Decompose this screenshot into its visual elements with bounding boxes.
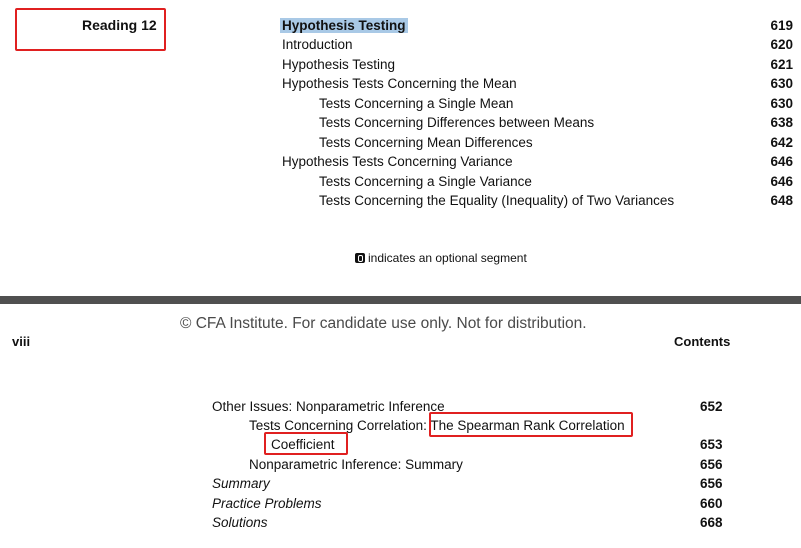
optional-segment-note (355, 251, 527, 265)
toc-page: 648 (770, 193, 793, 208)
toc-page: 660 (700, 496, 723, 511)
reading-label: Reading 12 (82, 17, 157, 33)
toc-entry[interactable]: Practice Problems (212, 496, 322, 511)
toc-entry[interactable]: Tests Concerning Differences between Means (319, 115, 595, 130)
toc-page: 620 (770, 37, 793, 52)
toc-entry[interactable]: Tests Concerning a Single Variance (319, 174, 532, 189)
toc-entry[interactable]: Other Issues: Nonparametric Inference (212, 399, 445, 414)
optional-note-text: indicates an optional segment (368, 251, 527, 265)
toc-entry[interactable]: Summary (212, 476, 270, 491)
toc-entry[interactable]: Introduction (282, 37, 353, 52)
toc-entry[interactable]: Tests Concerning Mean Differences (319, 135, 533, 150)
watermark: © CFA Institute. For candidate use only. Not for distribution. (180, 315, 587, 332)
toc-entry[interactable]: Solutions (212, 515, 268, 530)
toc-entry-text-b: The Spearman Rank Correlation (430, 418, 625, 433)
toc-entry[interactable]: Nonparametric Inference: Summary (249, 457, 463, 472)
page-divider (0, 296, 801, 304)
contents-header: Contents (674, 334, 731, 349)
toc-entry[interactable]: Hypothesis Tests Concerning the Mean (282, 76, 517, 91)
toc-entry[interactable]: Hypothesis Tests Concerning Variance (282, 154, 513, 169)
toc-entry[interactable]: Hypothesis Testing (282, 57, 396, 72)
toc-page: 656 (700, 476, 723, 491)
optional-segment-icon (355, 253, 365, 263)
toc-page: 668 (700, 515, 723, 530)
toc-page: 621 (770, 57, 793, 72)
toc-entry[interactable]: Coefficient (271, 437, 335, 452)
toc-page: 642 (770, 135, 793, 150)
toc-title-text: Hypothesis Testing (282, 18, 406, 33)
toc-page: 656 (700, 457, 723, 472)
toc-entry-text-a: Tests Concerning Correlation: (249, 418, 431, 433)
toc-page: 630 (770, 96, 793, 111)
toc-entry[interactable]: Tests Concerning the Equality (Inequality) of Two Variances (319, 193, 675, 208)
toc-page: 646 (770, 174, 793, 189)
toc-entry[interactable]: Tests Concerning a Single Mean (319, 96, 514, 111)
toc-page: 638 (770, 115, 793, 130)
toc-page: 652 (700, 399, 723, 414)
toc-page: 646 (770, 154, 793, 169)
toc-page: 619 (770, 18, 793, 33)
page-number: viii (12, 334, 31, 349)
toc-entry-title[interactable] (280, 17, 408, 35)
coefficient-highlight (264, 432, 348, 455)
toc-page: 630 (770, 76, 793, 91)
toc-page: 653 (700, 437, 723, 452)
spearman-highlight (429, 412, 633, 437)
